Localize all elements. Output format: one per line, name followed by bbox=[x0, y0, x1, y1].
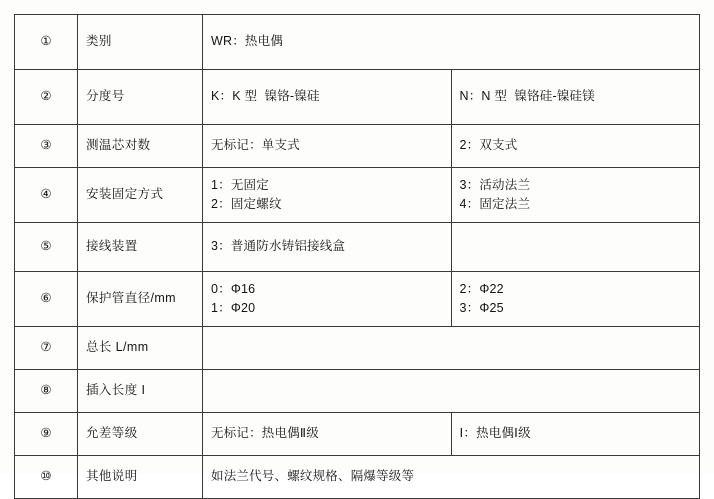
row-value bbox=[203, 70, 452, 125]
row-label: 类别 bbox=[78, 15, 203, 70]
row-value bbox=[451, 168, 700, 223]
row-value bbox=[203, 272, 452, 327]
table-row bbox=[15, 223, 700, 272]
value-line: 如法兰代号、螺纹规格、隔爆等级等 bbox=[211, 469, 415, 484]
value-lines bbox=[211, 87, 443, 106]
row-label: 总长 L/mm bbox=[78, 327, 203, 370]
value-lines bbox=[211, 280, 443, 319]
row-label: 接线装置 bbox=[78, 223, 203, 272]
row-value bbox=[203, 223, 452, 272]
value-lines bbox=[211, 237, 443, 256]
row-label: 其他说明 bbox=[78, 456, 203, 499]
value-line: 2：Φ22 bbox=[459, 281, 504, 296]
table-row bbox=[15, 15, 700, 70]
value-line: 0：Φ16 bbox=[211, 281, 256, 296]
table-row bbox=[15, 370, 700, 413]
value-line: 1：Φ20 bbox=[211, 301, 256, 315]
value-line: 3：普通防水铸铝接线盒 bbox=[211, 239, 346, 254]
row-label: 安装固定方式 bbox=[78, 168, 203, 223]
row-index: ⑧ bbox=[15, 370, 78, 413]
row-value bbox=[203, 15, 700, 70]
row-index: ⑦ bbox=[15, 327, 78, 370]
value-line: 4：固定法兰 bbox=[459, 197, 531, 211]
table-body bbox=[15, 15, 700, 499]
value-lines bbox=[211, 32, 691, 51]
value-line: WR：热电偶 bbox=[211, 34, 284, 49]
value-line: Ⅰ：热电偶Ⅰ级 bbox=[459, 426, 531, 441]
table-row bbox=[15, 327, 700, 370]
value-line: N：N 型 镍铬硅-镍硅镁 bbox=[459, 89, 595, 104]
table-row bbox=[15, 168, 700, 223]
value-lines bbox=[211, 424, 443, 443]
row-value bbox=[451, 125, 700, 168]
value-lines bbox=[460, 280, 692, 319]
row-label: 测温芯对数 bbox=[78, 125, 203, 168]
row-index: ④ bbox=[15, 168, 78, 223]
value-line: 2：双支式 bbox=[459, 138, 518, 153]
value-lines bbox=[211, 176, 443, 215]
value-line: 2：固定螺纹 bbox=[211, 197, 282, 211]
row-index: ⑩ bbox=[15, 456, 78, 499]
value-lines bbox=[460, 176, 692, 215]
value-line: 3：Φ25 bbox=[459, 301, 504, 315]
table-row bbox=[15, 413, 700, 456]
value-line: 无标记：单支式 bbox=[211, 138, 300, 153]
row-label: 插入长度 I bbox=[78, 370, 203, 413]
row-value bbox=[203, 125, 452, 168]
table-row bbox=[15, 272, 700, 327]
row-value bbox=[451, 413, 700, 456]
value-line: 3：活动法兰 bbox=[459, 177, 531, 192]
value-line: 1：无固定 bbox=[211, 177, 269, 192]
row-index: ② bbox=[15, 70, 78, 125]
value-lines bbox=[460, 136, 692, 155]
specification-table bbox=[14, 14, 700, 499]
row-index: ③ bbox=[15, 125, 78, 168]
row-value bbox=[203, 370, 700, 413]
row-label: 保护管直径/mm bbox=[78, 272, 203, 327]
row-value bbox=[203, 456, 700, 499]
value-lines bbox=[211, 136, 443, 155]
row-value bbox=[203, 168, 452, 223]
row-label: 允差等级 bbox=[78, 413, 203, 456]
row-value bbox=[451, 272, 700, 327]
row-value bbox=[451, 223, 700, 272]
table-row bbox=[15, 125, 700, 168]
table-row bbox=[15, 456, 700, 499]
value-line: 无标记：热电偶Ⅱ级 bbox=[211, 426, 319, 441]
row-index: ⑥ bbox=[15, 272, 78, 327]
row-index: ① bbox=[15, 15, 78, 70]
value-lines bbox=[460, 424, 692, 443]
row-index: ⑨ bbox=[15, 413, 78, 456]
value-line: K：K 型 镍铬-镍硅 bbox=[211, 89, 320, 104]
table-row bbox=[15, 70, 700, 125]
row-value bbox=[203, 413, 452, 456]
value-lines bbox=[211, 467, 691, 486]
row-index: ⑤ bbox=[15, 223, 78, 272]
value-lines bbox=[460, 87, 692, 106]
row-value bbox=[203, 327, 700, 370]
row-label: 分度号 bbox=[78, 70, 203, 125]
row-value bbox=[451, 70, 700, 125]
